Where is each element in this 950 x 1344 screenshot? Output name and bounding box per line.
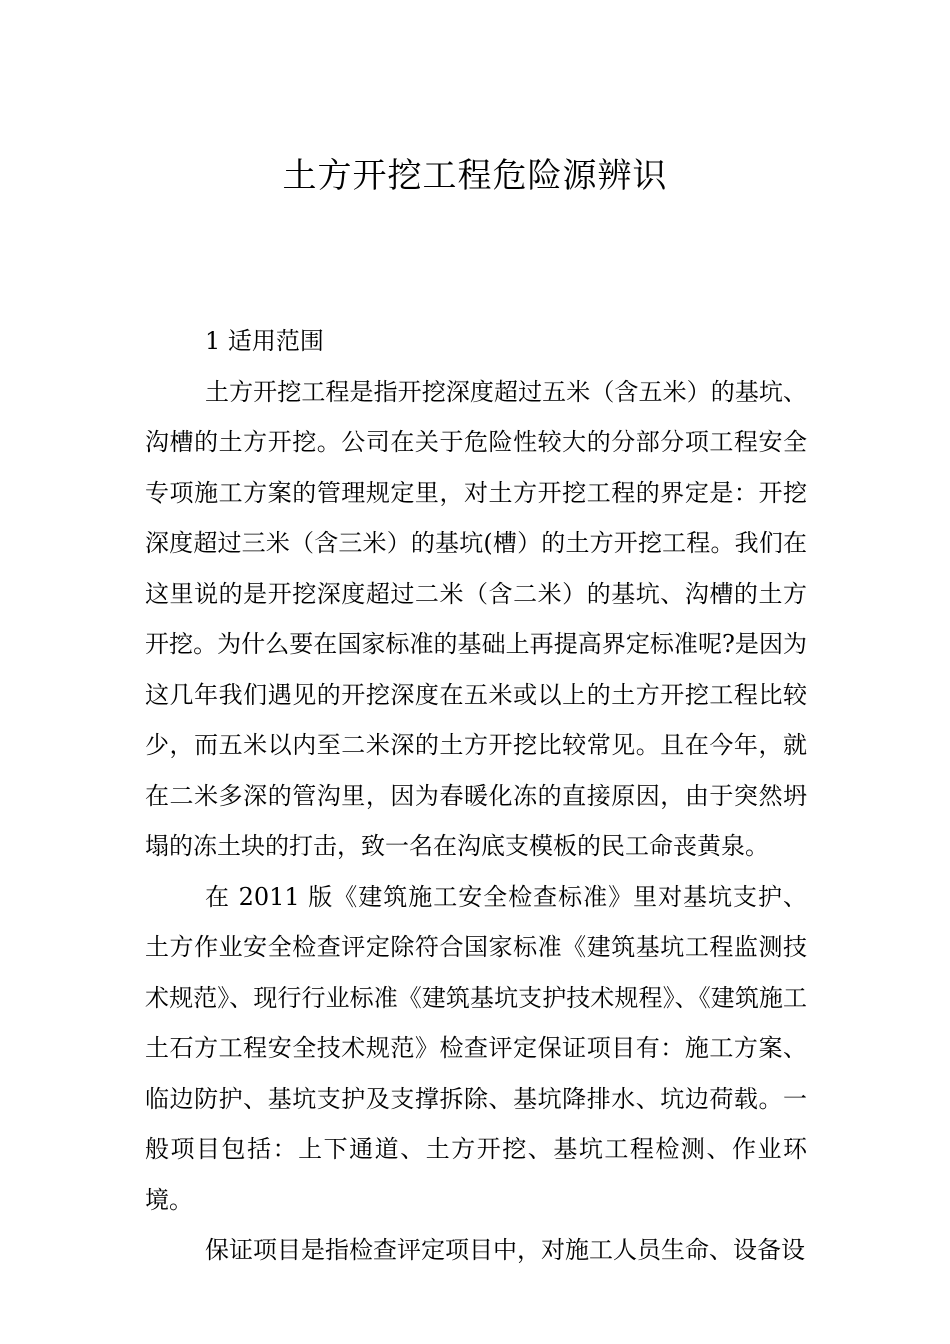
document-body — [145, 316, 807, 1276]
paragraph-scope-definition: 土方开挖工程是指开挖深度超过五米（含五米）的基坑、沟槽的土方开挖。公司在关于危险性较大的分部分项工程安全专项施工方案的管理规定里，对土方开挖工程的界定是：开挖深度超过三米（含三米）的基坑(槽）的土方开挖工程。我们在这里说的是开挖深度超过二米（含二米）的基坑、沟槽的土方开挖。为什么要在国家标准的基础上再提高界定标准呢?是因为这几年我们遇见的开挖深度在五米或以上的土方开挖工程比较少，而五米以内至二米深的土方开挖比较常见。且在今年，就在二米多深的管沟里，因为春暖化冻的直接原因，由于突然坍塌的冻土块的打击，致一名在沟底支模板的民工命丧黄泉。 — [145, 377, 807, 860]
section-heading: 1 适用范围 — [205, 327, 324, 355]
paragraph-guarantee-items: 保证项目是指检查评定项目中，对施工人员生命、设备设 — [205, 1236, 805, 1264]
paragraph-inspection-standard: 在 2011 版《建筑施工安全检查标准》里对基坑支护、土方作业安全检查评定除符合国家标准《建筑基坑工程监测技术规范》、现行行业标准《建筑基坑支护技术规程》、《建筑施工土石方工程安全技术规范》检查评定保证项目有：施工方案、临边防护、基坑支护及支撑拆除、基坑降排水、坑边荷载。一般项目包括：上下通道、土方开挖、基坑工程检测、作业环境。 — [145, 882, 807, 1214]
document-title: 土方开挖工程危险源辨识 — [282, 156, 668, 196]
